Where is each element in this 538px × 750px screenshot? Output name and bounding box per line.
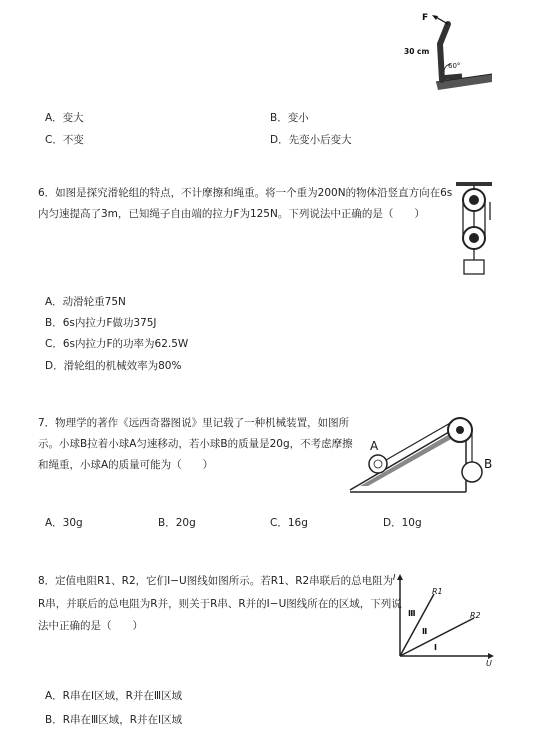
q7-option-d: D．10g xyxy=(383,517,422,529)
q5-option-c: C．不变 xyxy=(45,134,84,146)
q5-label-angle: 60° xyxy=(448,62,461,70)
q6-option-a: A．动滑轮重75N xyxy=(45,296,126,308)
q7-incline-figure xyxy=(340,404,500,498)
q5-label-length: 30 cm xyxy=(404,47,430,56)
q7-option-b: B．20g xyxy=(158,517,196,529)
q6-option-d: D．滑轮组的机械效率为80% xyxy=(45,360,182,372)
q8-region-2: Ⅱ xyxy=(422,627,428,636)
q8-option-b: B．R串在Ⅲ区域，R并在Ⅰ区域 xyxy=(45,714,183,726)
q8-label-r1: R1 xyxy=(432,587,443,596)
q5-label-f: F xyxy=(422,13,429,23)
q5-lever-figure xyxy=(400,6,500,90)
q7-stem-line1: 7．物理学的著作《远西奇器图说》里记载了一种机械装置，如图所 xyxy=(38,417,350,429)
q5-option-d: D．先变小后变大 xyxy=(270,134,352,146)
q6-option-c: C．6s内拉力F的功率为62.5W xyxy=(45,338,189,350)
q8-axis-i: I xyxy=(393,573,396,582)
q6-stem-line2: 内匀速提高了3m，已知绳子自由端的拉力F为125N。下列说法中正确的是（ ） xyxy=(38,208,425,220)
q6-stem-line1: 6．如图是探究滑轮组的特点，不计摩擦和绳重。将一个重为200N的物体沿竖直方向在6s xyxy=(38,187,453,199)
q8-stem-line2: R串，并联后的总电阻为R并，则关于R串、R并的I−U图线所在的区域，下列说 xyxy=(38,598,402,610)
q7-option-a: A．30g xyxy=(45,517,83,529)
q6-pulley-figure xyxy=(452,180,498,278)
q8-stem-line1: 8．定值电阻R1、R2，它们I−U图线如图所示。若R1、R2串联后的总电阻为 xyxy=(38,575,394,587)
q7-label-a: A xyxy=(370,439,379,453)
q8-region-3: Ⅲ xyxy=(408,609,416,618)
q7-option-c: C．16g xyxy=(270,517,308,529)
q8-iu-graph xyxy=(390,570,500,666)
q7-stem-line3: 和绳重，小球A的质量可能为（ ） xyxy=(38,459,214,471)
q5-option-b: B．变小 xyxy=(270,112,309,124)
q7-stem-line2: 示。小球B拉着小球A匀速移动，若小球B的质量是20g，不考虑摩擦 xyxy=(38,438,353,450)
q8-option-a: A．R串在Ⅰ区域，R并在Ⅲ区域 xyxy=(45,690,183,702)
q6-option-b: B．6s内拉力F做功375J xyxy=(45,317,157,329)
q7-label-b: B xyxy=(484,457,493,471)
q5-option-a: A．变大 xyxy=(45,112,84,124)
q8-axis-u: U xyxy=(486,659,492,666)
q8-stem-line3: 法中正确的是（ ） xyxy=(38,620,143,632)
q8-label-r2: R2 xyxy=(470,611,481,620)
q8-region-1: Ⅰ xyxy=(434,643,437,652)
